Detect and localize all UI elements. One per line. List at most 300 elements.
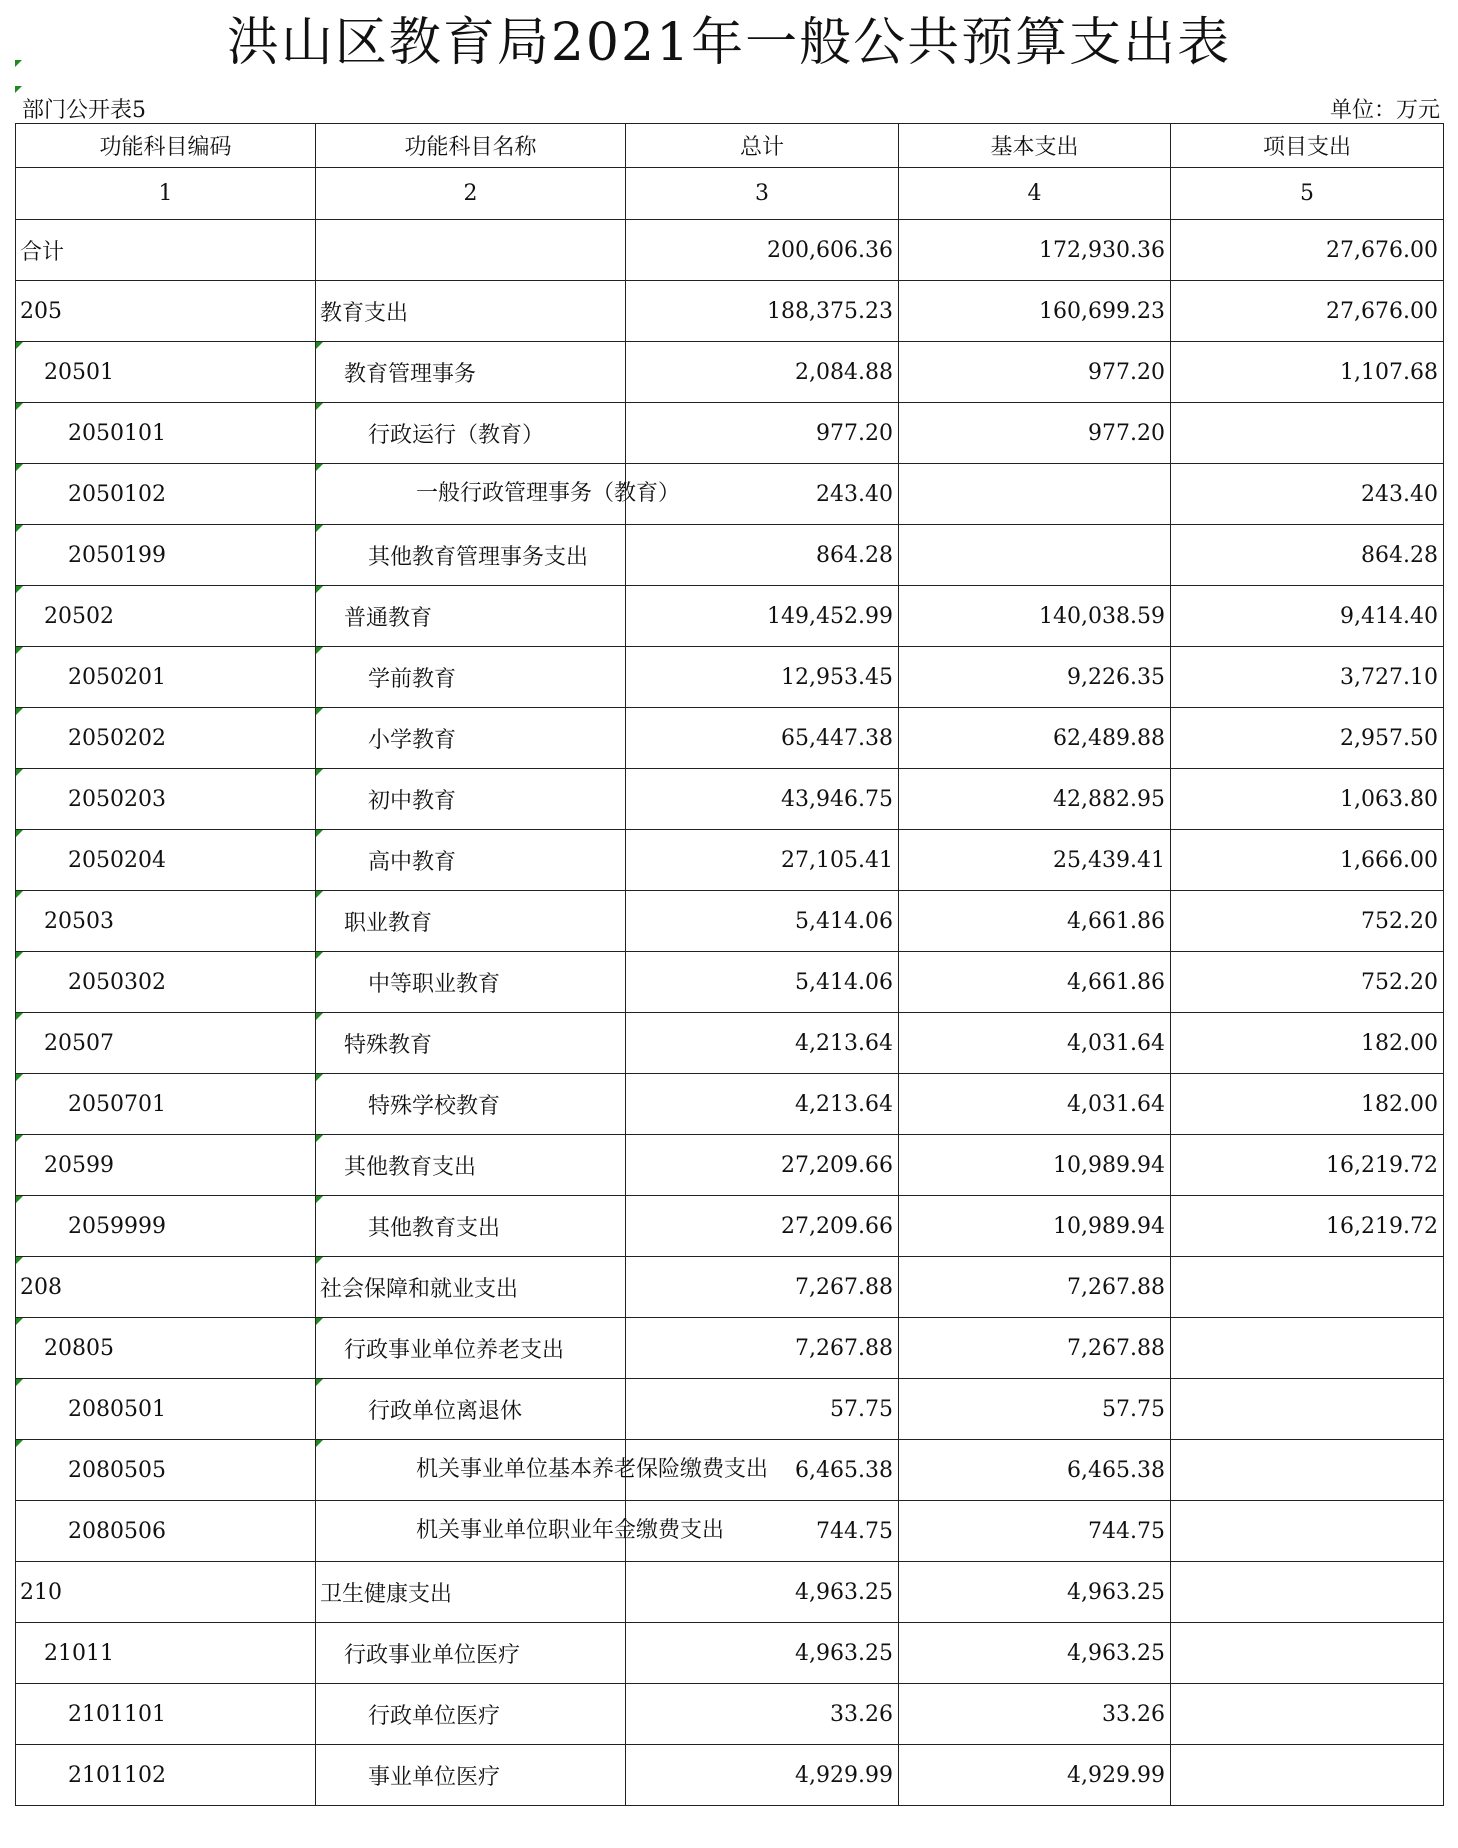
cell-marker-icon [316, 1379, 323, 1386]
project-cell-text: 1,107.68 [1340, 359, 1438, 385]
index-cell: 3 [626, 168, 899, 220]
table-row [16, 891, 1444, 952]
name-cell [316, 1562, 626, 1623]
total-cell [626, 1074, 899, 1135]
code-cell-text: 2059999 [68, 1213, 166, 1239]
cell-marker-icon [16, 525, 23, 532]
code-cell [16, 1135, 316, 1196]
total-cell [626, 708, 899, 769]
code-cell [16, 464, 316, 525]
basic-cell [899, 1074, 1171, 1135]
basic-cell [899, 1257, 1171, 1318]
index-row [16, 168, 1444, 220]
total-cell [626, 1745, 899, 1806]
code-cell [16, 1440, 316, 1501]
project-cell-text: 16,219.72 [1326, 1213, 1438, 1239]
name-cell [316, 1318, 626, 1379]
cell-marker-icon [16, 1013, 23, 1020]
basic-cell [899, 891, 1171, 952]
cell-marker-icon [16, 1318, 23, 1325]
name-cell [316, 952, 626, 1013]
table-row [16, 1135, 1444, 1196]
name-cell [316, 525, 626, 586]
total-cell-text: 188,375.23 [767, 298, 893, 324]
code-cell [16, 525, 316, 586]
basic-cell [899, 647, 1171, 708]
total-cell [626, 403, 899, 464]
total-cell-text: 4,213.64 [795, 1091, 893, 1117]
project-cell [1171, 1501, 1444, 1562]
basic-cell [899, 708, 1171, 769]
name-cell-text: 行政事业单位养老支出 [344, 1337, 565, 1363]
code-cell [16, 1684, 316, 1745]
name-cell-text: 初中教育 [368, 788, 457, 814]
total-cell-text: 977.20 [816, 420, 893, 446]
name-cell [316, 647, 626, 708]
table-row [16, 830, 1444, 891]
table-row [16, 1562, 1444, 1623]
project-cell [1171, 220, 1444, 281]
basic-cell [899, 1684, 1171, 1745]
header-cell-project: 项目支出 [1171, 124, 1444, 168]
cell-marker-icon [16, 1257, 23, 1264]
cell-marker-icon [316, 708, 323, 715]
code-cell [16, 1318, 316, 1379]
project-cell-text: 27,676.00 [1326, 298, 1438, 324]
table-row [16, 281, 1444, 342]
name-cell [316, 1745, 626, 1806]
basic-cell-text: 977.20 [1088, 359, 1165, 385]
name-cell-text: 机关事业单位职业年金缴费支出 [416, 1518, 725, 1543]
total-cell-text: 864.28 [816, 542, 893, 568]
code-cell [16, 1623, 316, 1684]
project-cell [1171, 1623, 1444, 1684]
project-cell-text: 752.20 [1361, 908, 1438, 934]
basic-cell-text: 4,031.64 [1067, 1091, 1165, 1117]
cell-marker-icon [16, 1135, 23, 1142]
total-cell-text: 4,213.64 [795, 1030, 893, 1056]
basic-cell-text: 10,989.94 [1053, 1213, 1165, 1239]
cell-marker-icon [16, 342, 23, 349]
total-cell-text: 2,084.88 [795, 359, 893, 385]
name-cell [316, 830, 626, 891]
cell-marker-icon [316, 1074, 323, 1081]
table-row [16, 1684, 1444, 1745]
basic-cell-text: 977.20 [1088, 420, 1165, 446]
code-cell-text: 2050201 [68, 664, 166, 690]
total-cell-text: 7,267.88 [795, 1335, 893, 1361]
name-cell-text: 教育支出 [320, 300, 409, 326]
total-cell [626, 342, 899, 403]
project-cell [1171, 647, 1444, 708]
basic-cell [899, 464, 1171, 525]
code-cell-text: 2050203 [68, 786, 166, 812]
project-cell-text: 3,727.10 [1340, 664, 1438, 690]
code-cell [16, 1074, 316, 1135]
code-cell [16, 708, 316, 769]
name-cell [316, 1379, 626, 1440]
cell-marker-icon [316, 830, 323, 837]
total-cell-text: 27,209.66 [781, 1152, 893, 1178]
index-cell: 2 [316, 168, 626, 220]
total-cell [626, 830, 899, 891]
name-cell-text: 行政运行（教育） [368, 422, 545, 448]
name-cell-text: 小学教育 [368, 727, 457, 753]
cell-marker-icon [16, 403, 23, 410]
project-cell [1171, 525, 1444, 586]
basic-cell [899, 1440, 1171, 1501]
basic-cell [899, 586, 1171, 647]
total-cell-text: 5,414.06 [795, 908, 893, 934]
code-cell [16, 1013, 316, 1074]
code-cell [16, 1562, 316, 1623]
cell-marker-icon [16, 647, 23, 654]
name-cell-text: 行政单位离退休 [368, 1398, 523, 1424]
basic-cell [899, 1013, 1171, 1074]
basic-cell [899, 220, 1171, 281]
total-cell-text: 4,963.25 [795, 1640, 893, 1666]
name-cell [316, 891, 626, 952]
project-cell-text: 182.00 [1361, 1091, 1438, 1117]
total-cell-text: 6,465.38 [795, 1457, 893, 1483]
project-cell [1171, 952, 1444, 1013]
name-cell [316, 281, 626, 342]
table-row [16, 464, 1444, 525]
project-cell [1171, 1013, 1444, 1074]
header-cell-code: 功能科目编码 [16, 124, 316, 168]
code-cell [16, 891, 316, 952]
basic-cell [899, 1745, 1171, 1806]
project-cell [1171, 769, 1444, 830]
index-cell: 1 [16, 168, 316, 220]
basic-cell-text: 6,465.38 [1067, 1457, 1165, 1483]
code-cell-text: 2101101 [68, 1701, 166, 1727]
name-cell-text: 职业教育 [344, 910, 433, 936]
total-cell-text: 5,414.06 [795, 969, 893, 995]
basic-cell-text: 744.75 [1088, 1518, 1165, 1544]
name-cell [316, 708, 626, 769]
project-cell [1171, 1562, 1444, 1623]
code-cell [16, 952, 316, 1013]
project-cell-text: 1,063.80 [1340, 786, 1438, 812]
cell-marker-icon [16, 1440, 23, 1447]
cell-marker-icon [15, 60, 22, 67]
project-cell [1171, 830, 1444, 891]
project-cell [1171, 1684, 1444, 1745]
name-cell [316, 403, 626, 464]
cell-marker-icon [316, 891, 323, 898]
table-row [16, 1623, 1444, 1684]
basic-cell [899, 342, 1171, 403]
total-cell-text: 33.26 [830, 1701, 893, 1727]
budget-table [15, 123, 1444, 1806]
table-row [16, 1013, 1444, 1074]
total-cell [626, 1440, 899, 1501]
basic-cell [899, 952, 1171, 1013]
name-cell [316, 769, 626, 830]
code-cell [16, 586, 316, 647]
name-cell [316, 1257, 626, 1318]
total-cell [626, 1257, 899, 1318]
total-cell [626, 769, 899, 830]
code-cell [16, 1257, 316, 1318]
code-cell-text: 208 [20, 1274, 62, 1300]
total-cell [626, 1501, 899, 1562]
cell-marker-icon [316, 586, 323, 593]
total-cell [626, 586, 899, 647]
name-cell-text: 事业单位医疗 [368, 1764, 501, 1790]
project-cell [1171, 891, 1444, 952]
name-cell [316, 220, 626, 281]
total-cell-text: 27,105.41 [781, 847, 893, 873]
basic-cell [899, 1196, 1171, 1257]
project-cell-text: 16,219.72 [1326, 1152, 1438, 1178]
code-cell [16, 403, 316, 464]
basic-cell [899, 1501, 1171, 1562]
project-cell [1171, 1074, 1444, 1135]
name-cell-text: 其他教育管理事务支出 [368, 544, 589, 570]
project-cell [1171, 586, 1444, 647]
code-cell [16, 769, 316, 830]
basic-cell [899, 525, 1171, 586]
total-cell-text: 12,953.45 [781, 664, 893, 690]
cell-marker-icon [316, 1257, 323, 1264]
code-cell-text: 2050701 [68, 1091, 166, 1117]
basic-cell [899, 1562, 1171, 1623]
code-cell-text: 2050202 [68, 725, 166, 751]
name-cell-text: 卫生健康支出 [320, 1581, 453, 1607]
project-cell [1171, 342, 1444, 403]
name-cell-text: 教育管理事务 [344, 361, 477, 387]
name-cell-text: 普通教育 [344, 605, 433, 631]
project-cell [1171, 1196, 1444, 1257]
total-cell [626, 1196, 899, 1257]
name-cell [316, 586, 626, 647]
code-cell-text: 2050101 [68, 420, 166, 446]
project-cell [1171, 281, 1444, 342]
project-cell-text: 752.20 [1361, 969, 1438, 995]
index-cell: 5 [1171, 168, 1444, 220]
total-cell-text: 200,606.36 [767, 237, 893, 263]
code-cell-text: 20502 [44, 603, 114, 629]
code-cell-text: 20507 [44, 1030, 114, 1056]
total-cell [626, 1135, 899, 1196]
name-cell-text: 机关事业单位基本养老保险缴费支出 [416, 1457, 769, 1482]
cell-marker-icon [16, 952, 23, 959]
name-cell-text: 高中教育 [368, 849, 457, 875]
code-cell [16, 647, 316, 708]
total-cell-text: 57.75 [830, 1396, 893, 1422]
basic-cell [899, 1318, 1171, 1379]
total-cell-text: 43,946.75 [781, 786, 893, 812]
total-cell [626, 891, 899, 952]
total-cell-text: 4,963.25 [795, 1579, 893, 1605]
unit-label: 单位：万元 [1329, 98, 1440, 123]
name-cell [316, 1013, 626, 1074]
name-cell-text: 特殊教育 [344, 1032, 433, 1058]
name-cell [316, 1684, 626, 1745]
table-row [16, 1745, 1444, 1806]
name-cell [316, 1623, 626, 1684]
basic-cell-text: 4,963.25 [1067, 1640, 1165, 1666]
name-cell-text: 学前教育 [368, 666, 457, 692]
project-cell [1171, 708, 1444, 769]
table-row [16, 1196, 1444, 1257]
cell-marker-icon [16, 1074, 23, 1081]
name-cell-text: 特殊学校教育 [368, 1093, 501, 1119]
project-cell [1171, 1318, 1444, 1379]
project-cell-text: 27,676.00 [1326, 237, 1438, 263]
project-cell [1171, 1440, 1444, 1501]
table-row [16, 1318, 1444, 1379]
basic-cell-text: 33.26 [1102, 1701, 1165, 1727]
project-cell [1171, 403, 1444, 464]
project-cell [1171, 1379, 1444, 1440]
code-cell [16, 342, 316, 403]
basic-cell-text: 4,963.25 [1067, 1579, 1165, 1605]
total-cell-text: 65,447.38 [781, 725, 893, 751]
basic-cell-text: 160,699.23 [1039, 298, 1165, 324]
name-cell-text: 社会保障和就业支出 [320, 1276, 519, 1302]
basic-cell-text: 62,489.88 [1053, 725, 1165, 751]
basic-cell [899, 769, 1171, 830]
total-cell [626, 1013, 899, 1074]
name-cell-text: 行政单位医疗 [368, 1703, 501, 1729]
cell-marker-icon [316, 525, 323, 532]
total-cell [626, 1623, 899, 1684]
cell-marker-icon [316, 1196, 323, 1203]
table-row [16, 1257, 1444, 1318]
total-cell-text: 4,929.99 [795, 1762, 893, 1788]
project-cell-text: 1,666.00 [1340, 847, 1438, 873]
total-cell [626, 952, 899, 1013]
code-cell-text: 21011 [44, 1640, 114, 1666]
cell-marker-icon [316, 1440, 323, 1447]
basic-cell-text: 4,031.64 [1067, 1030, 1165, 1056]
code-cell-text: 2050204 [68, 847, 166, 873]
basic-cell-text: 7,267.88 [1067, 1274, 1165, 1300]
total-cell [626, 1379, 899, 1440]
code-cell-text: 20503 [44, 908, 114, 934]
project-cell-text: 9,414.40 [1340, 603, 1438, 629]
name-cell [316, 1440, 769, 1501]
table-meta [20, 92, 1440, 122]
code-cell [16, 1501, 316, 1562]
basic-cell-text: 25,439.41 [1053, 847, 1165, 873]
code-cell [16, 1196, 316, 1257]
total-cell-text: 27,209.66 [781, 1213, 893, 1239]
code-cell [16, 1379, 316, 1440]
name-cell-text: 其他教育支出 [344, 1154, 477, 1180]
table-row [16, 403, 1444, 464]
code-cell-text: 2101102 [68, 1762, 166, 1788]
basic-cell-text: 4,661.86 [1067, 908, 1165, 934]
total-cell [626, 647, 899, 708]
name-cell [316, 342, 626, 403]
total-cell [626, 1684, 899, 1745]
project-cell [1171, 1135, 1444, 1196]
cell-marker-icon [316, 647, 323, 654]
total-cell [626, 220, 899, 281]
table-row [16, 342, 1444, 403]
basic-cell-text: 4,661.86 [1067, 969, 1165, 995]
total-cell [626, 1318, 899, 1379]
code-cell-text: 2050302 [68, 969, 166, 995]
index-cell: 4 [899, 168, 1171, 220]
name-cell-text: 行政事业单位医疗 [344, 1642, 521, 1668]
project-cell-text: 182.00 [1361, 1030, 1438, 1056]
code-cell [16, 281, 316, 342]
cell-marker-icon [316, 1013, 323, 1020]
total-cell [626, 281, 899, 342]
basic-cell [899, 1135, 1171, 1196]
name-cell-text: 中等职业教育 [368, 971, 501, 997]
cell-marker-icon [16, 891, 23, 898]
table-row [16, 1379, 1444, 1440]
basic-cell [899, 830, 1171, 891]
basic-cell [899, 1623, 1171, 1684]
table-row [16, 952, 1444, 1013]
cell-marker-icon [16, 708, 23, 715]
cell-marker-icon [16, 769, 23, 776]
code-cell-text: 2080506 [68, 1518, 166, 1544]
name-cell-text: 一般行政管理事务（教育） [416, 481, 681, 506]
name-cell [316, 1196, 626, 1257]
code-cell-text: 20599 [44, 1152, 114, 1178]
table-label: 部门公开表5 [22, 98, 146, 123]
table-row [16, 647, 1444, 708]
code-cell-text: 205 [20, 298, 62, 324]
cell-marker-icon [316, 1135, 323, 1142]
table-row [16, 220, 1444, 281]
table-row [16, 1440, 1444, 1501]
name-cell [316, 1501, 725, 1562]
basic-cell-text: 4,929.99 [1067, 1762, 1165, 1788]
cell-marker-icon [316, 952, 323, 959]
cell-marker-icon [316, 464, 323, 471]
project-cell [1171, 464, 1444, 525]
cell-marker-icon [316, 403, 323, 410]
name-cell [316, 464, 681, 525]
table-row [16, 586, 1444, 647]
code-cell-text: 2080501 [68, 1396, 166, 1422]
total-cell-text: 149,452.99 [767, 603, 893, 629]
basic-cell-text: 10,989.94 [1053, 1152, 1165, 1178]
table-row [16, 525, 1444, 586]
table-row [16, 1501, 1444, 1562]
basic-cell [899, 403, 1171, 464]
total-cell [626, 1562, 899, 1623]
total-cell-text: 7,267.88 [795, 1274, 893, 1300]
total-cell [626, 525, 899, 586]
total-cell-text: 243.40 [816, 481, 893, 507]
code-cell-text: 2050102 [68, 481, 166, 507]
code-cell [16, 830, 316, 891]
project-cell-text: 2,957.50 [1340, 725, 1438, 751]
cell-marker-icon [16, 830, 23, 837]
table-row [16, 708, 1444, 769]
table-row [16, 1074, 1444, 1135]
total-cell-text: 744.75 [816, 1518, 893, 1544]
header-cell-name: 功能科目名称 [316, 124, 626, 168]
code-cell [16, 220, 316, 281]
code-cell-text: 2080505 [68, 1457, 166, 1483]
code-cell [16, 1745, 316, 1806]
cell-marker-icon [16, 1379, 23, 1386]
basic-cell-text: 9,226.35 [1067, 664, 1165, 690]
basic-cell-text: 42,882.95 [1053, 786, 1165, 812]
project-cell [1171, 1745, 1444, 1806]
